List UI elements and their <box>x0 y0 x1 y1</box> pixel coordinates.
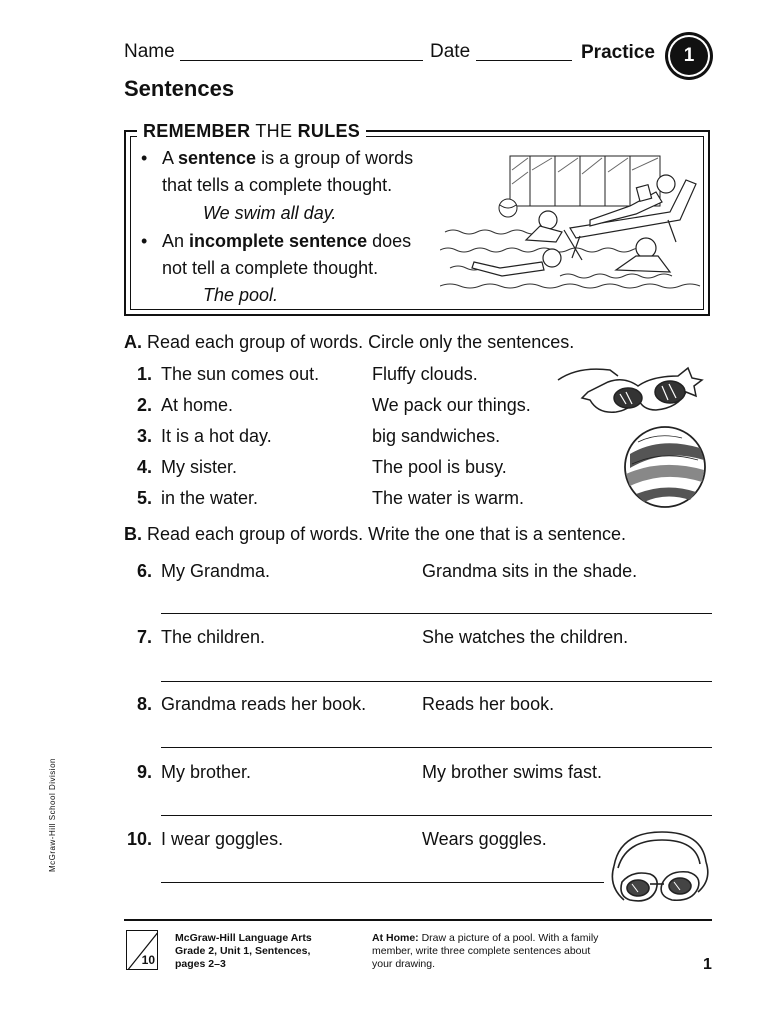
item-option-left: Grandma reads her book. <box>161 694 367 714</box>
rule-incomplete-line2: not tell a complete thought. <box>162 258 379 278</box>
answer-line[interactable] <box>161 613 712 614</box>
item-number: 7. <box>136 627 152 647</box>
name-field[interactable] <box>180 60 423 61</box>
date-label: Date <box>430 41 471 62</box>
rule-incomplete-line1: An incomplete sentence does <box>162 231 412 251</box>
bullet-dot: • <box>141 231 148 251</box>
answer-line[interactable] <box>161 815 712 816</box>
item-number: 6. <box>136 561 152 581</box>
item-option-right[interactable]: Fluffy clouds. <box>372 364 478 384</box>
rule-sentence-line2: that tells a complete thought. <box>162 175 393 195</box>
practice-label: Practice <box>581 42 655 63</box>
item-option-left: My brother. <box>161 762 252 782</box>
date-field[interactable] <box>476 60 572 61</box>
item-option-left: My Grandma. <box>161 561 271 581</box>
section-b-instruction: B. Read each group of words. Write the one that is a sentence. <box>124 524 626 544</box>
item-option-right[interactable]: We pack our things. <box>372 395 531 415</box>
item-number: 4. <box>136 457 152 477</box>
side-credit: McGraw-Hill School Division <box>48 758 57 872</box>
item-number: 8. <box>136 694 152 714</box>
item-option-left[interactable]: At home. <box>161 395 234 415</box>
item-number: 3. <box>136 426 152 446</box>
item-option-left: The children. <box>161 627 266 647</box>
page-number: 1 <box>703 956 712 973</box>
item-number: 9. <box>136 762 152 782</box>
rules-heading: REMEMBER THE RULES <box>137 121 366 142</box>
beach-ball-illustration <box>622 424 708 510</box>
answer-line[interactable] <box>161 681 712 682</box>
answer-line[interactable] <box>161 747 712 748</box>
pool-scene-illustration <box>440 150 706 298</box>
goggles-illustration <box>604 826 712 910</box>
item-option-right: Reads her book. <box>422 694 555 714</box>
item-option-right[interactable]: The pool is busy. <box>372 457 507 477</box>
item-number: 1. <box>136 364 152 384</box>
item-option-right: Grandma sits in the shade. <box>422 561 638 581</box>
rule-sentence-line1: A sentence is a group of words <box>162 148 414 168</box>
item-option-right: Wears goggles. <box>422 829 547 849</box>
item-option-left[interactable]: in the water. <box>161 488 259 508</box>
footer-divider <box>124 919 712 921</box>
item-option-right: She watches the children. <box>422 627 629 647</box>
book-credit: McGraw-Hill Language Arts Grade 2, Unit 1, Sentences, pages 2–3 <box>175 932 312 970</box>
item-option-left[interactable]: The sun comes out. <box>161 364 320 384</box>
page-number-box <box>126 930 158 970</box>
item-option-right[interactable]: The water is warm. <box>372 488 525 508</box>
name-label: Name <box>124 41 175 62</box>
item-number: 5. <box>136 488 152 508</box>
at-home-note: At Home: Draw a picture of a pool. With a family member, write three complete sentences about your drawing. <box>372 932 599 970</box>
item-number: 10. <box>126 829 152 849</box>
item-option-right[interactable]: big sandwiches. <box>372 426 501 446</box>
item-option-left: I wear goggles. <box>161 829 284 849</box>
practice-number-badge: 1 <box>668 35 710 77</box>
item-option-right: My brother swims fast. <box>422 762 603 782</box>
item-option-left[interactable]: It is a hot day. <box>161 426 272 446</box>
item-option-left[interactable]: My sister. <box>161 457 238 477</box>
bullet-dot: • <box>141 148 148 168</box>
answer-line[interactable] <box>161 882 604 883</box>
section-a-instruction: A. Read each group of words. Circle only the sentences. <box>124 332 575 352</box>
page-title: Sentences <box>124 76 235 101</box>
page-box-number: 10 <box>141 953 155 967</box>
sunglasses-illustration <box>552 358 710 422</box>
item-number: 2. <box>136 395 152 415</box>
rule-sentence-example: We swim all day. <box>203 203 337 223</box>
rule-incomplete-example: The pool. <box>203 285 279 305</box>
